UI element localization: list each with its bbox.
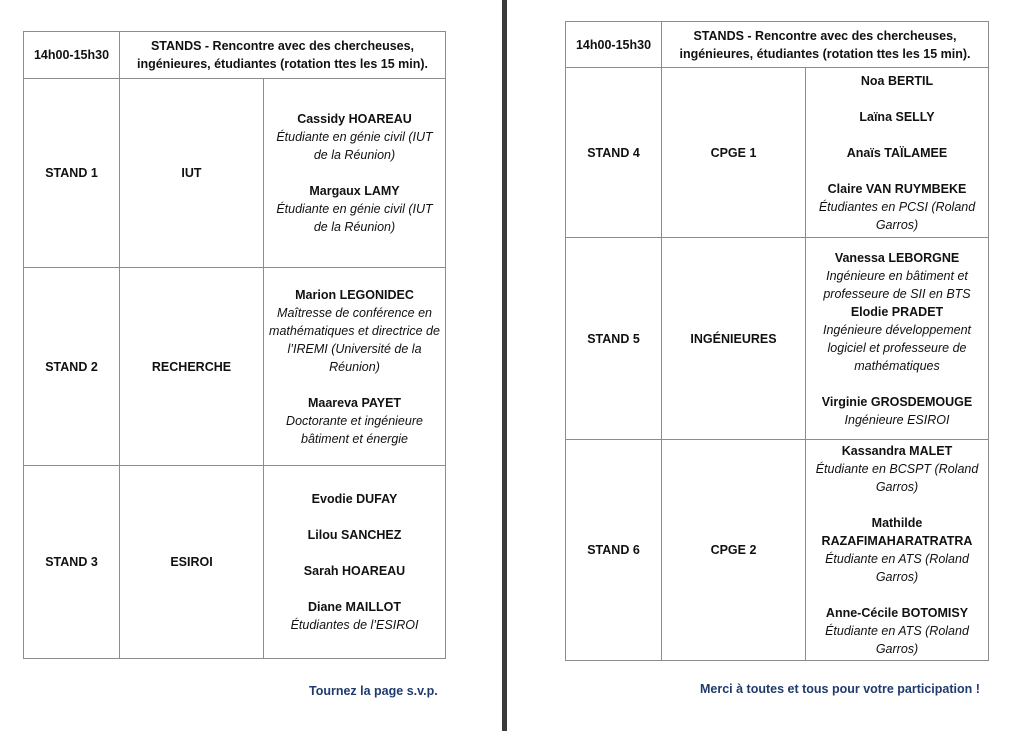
person (268, 562, 441, 580)
page-right (507, 0, 1024, 731)
person (268, 490, 441, 508)
person-name: Laïna SELLY (859, 109, 935, 124)
stand-label: STAND 5 (566, 238, 662, 440)
person-name: Maareva PAYET (307, 395, 402, 410)
person (810, 393, 984, 429)
page-left (0, 0, 502, 731)
stand-group: CPGE 1 (662, 68, 806, 238)
person (810, 144, 984, 162)
person-description: Étudiante en ATS (Roland Garros) (825, 624, 969, 656)
person-description: Étudiantes en PCSI (Roland Garros) (818, 199, 976, 232)
person (810, 180, 984, 234)
person-description: Étudiante en génie civil (IUT de la Réunion) (276, 130, 433, 162)
stand-group: RECHERCHE (120, 268, 264, 466)
stand-row (566, 68, 989, 238)
person (810, 72, 984, 90)
stand-people (806, 238, 989, 440)
person-description: Doctorante et ingénieure bâtiment et énergie (286, 413, 423, 446)
stand-people (264, 79, 446, 268)
person-description: Étudiantes de l’ESIROI (290, 618, 419, 632)
stand-people (806, 68, 989, 238)
person-name: Lilou SANCHEZ (307, 528, 402, 542)
person-name: Anaïs TAÏLAMEE (846, 145, 948, 160)
footer-note: Merci à toutes et tous pour votre participation ! (700, 682, 980, 696)
person-description: Étudiante en génie civil (IUT de la Réunion) (276, 202, 433, 234)
stand-people (264, 466, 446, 659)
footer-note: Tournez la page s.v.p. (309, 684, 438, 698)
person-name: Noa BERTIL (860, 73, 934, 88)
person-name: Mathilde RAZAFIMAHARATRATRA (821, 516, 973, 548)
person-name: Cassidy HOAREAU (297, 112, 412, 126)
person (810, 442, 984, 496)
person-description: Ingénieure en bâtiment et professeure de SII en BTS (823, 268, 971, 301)
stand-row (24, 79, 446, 268)
person-description: Maîtresse de conférence en mathématiques et directrice de l’IREMI (Université de la Réunion) (269, 305, 440, 374)
person-name: Margaux LAMY (309, 184, 400, 198)
stand-row (24, 466, 446, 659)
person-name: Anne-Cécile BOTOMISY (825, 606, 969, 620)
person (810, 514, 984, 586)
person (268, 286, 441, 376)
person-name: Diane MAILLOT (307, 600, 402, 614)
stand-label: STAND 1 (24, 79, 120, 268)
stands-table-right (565, 21, 989, 661)
stands-table-left (23, 31, 446, 659)
person (810, 108, 984, 126)
person-name: Sarah HOAREAU (303, 564, 406, 578)
person-description: Étudiante en ATS (Roland Garros) (825, 552, 969, 584)
stand-group: INGÉNIEURES (662, 238, 806, 440)
person-description: Ingénieure développement logiciel et professeure de mathématiques (822, 322, 972, 373)
stands-title: STANDS - Rencontre avec des chercheuses, ingénieures, étudiantes (rotation ttes les 15 min). (662, 22, 989, 68)
stand-row (24, 268, 446, 466)
person-name: Marion LEGONIDEC (295, 287, 414, 302)
table-header-row (566, 22, 989, 68)
person-name: Virginie GROSDEMOUGE (821, 394, 973, 409)
stand-label: STAND 6 (566, 440, 662, 661)
stand-row (566, 440, 989, 661)
person-name: Vanessa LEBORGNE (834, 250, 960, 265)
person-name: Claire VAN RUYMBEKE (827, 181, 967, 196)
person-description: Étudiante en BCSPT (Roland Garros) (815, 462, 979, 494)
person (268, 110, 441, 164)
stand-group: ESIROI (120, 466, 264, 659)
time-slot: 14h00-15h30 (24, 32, 120, 79)
stand-label: STAND 3 (24, 466, 120, 659)
stand-label: STAND 4 (566, 68, 662, 238)
stands-title: STANDS - Rencontre avec des chercheuses, ingénieures, étudiantes (rotation ttes les 15 min). (120, 32, 446, 79)
person (268, 394, 441, 448)
time-slot: 14h00-15h30 (566, 22, 662, 68)
person (268, 598, 441, 634)
stand-group: CPGE 2 (662, 440, 806, 661)
person (810, 303, 984, 375)
stand-people (806, 440, 989, 661)
person-name: Kassandra MALET (841, 444, 953, 458)
stand-row (566, 238, 989, 440)
person (810, 249, 984, 303)
stand-people (264, 268, 446, 466)
stand-group: IUT (120, 79, 264, 268)
person (810, 604, 984, 658)
person-name: Elodie PRADET (850, 304, 944, 319)
person (268, 526, 441, 544)
person-name: Evodie DUFAY (311, 492, 398, 506)
stand-label: STAND 2 (24, 268, 120, 466)
person (268, 182, 441, 236)
table-header-row (24, 32, 446, 79)
person-description: Ingénieure ESIROI (844, 412, 950, 427)
